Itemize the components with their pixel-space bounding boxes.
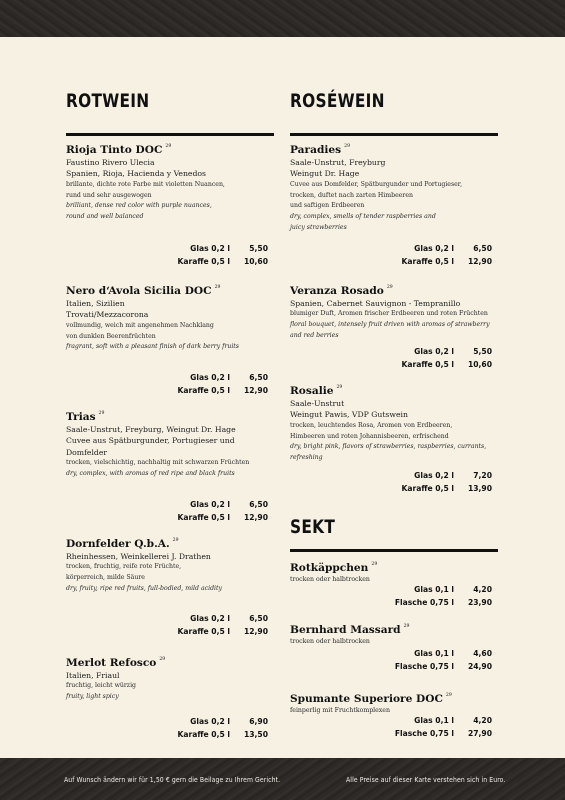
wine-description: brillante, dichte rote Farbe mit violetten Nuancen, [66,180,225,188]
wine-detail: Cuvee aus Spätburgunder, Portugieser und [66,436,235,446]
wine-name: Rotkäppchen $^{29}$ [290,562,378,574]
price-list [332,648,492,673]
wine-description-en: refreshing [290,454,323,462]
price-row: Glas 0,2 l 5,50 [190,244,268,253]
sekt-item-bernhard-massard [290,620,498,648]
wine-description-en: floral bouquet, intensely fruit driven with aromas of strawberry [290,321,490,329]
sekt-item-spumante [290,689,498,717]
price-list [108,243,268,268]
price-list [332,346,492,371]
wine-detail: Faustino Rivero Ulecia [66,158,155,167]
wine-description: blumiger Duft, Aromen frischer Erdbeeren und roten Früchten [290,310,488,318]
price-row: Karaffe 0,5 l 12,90 [177,512,268,522]
price-row: Glas 0,2 l 7,20 [414,471,492,480]
wine-detail: Italien, Sizilien [66,299,125,308]
price-row: Glas 0,1 l 4,60 [414,649,492,658]
wine-detail: Rheinhessen, Weinkellerei J. Drathen [66,552,211,561]
wine-description-en: dry, fruity, ripe red fruits, full-bodied, mild acidity [66,585,223,592]
wine-item-rosalie [290,381,498,464]
wine-name: Rosalie $^{29}$ [290,385,343,397]
price-row: Glas 0,2 l 6,50 [190,614,268,623]
price-list [332,584,492,609]
wine-description: körperreich, milde Säure [66,574,145,582]
wine-detail: Trovati/Mezzacorona [66,310,149,320]
wine-description-en: fragrant, soft with a pleasant finish of dark berry fruits [66,343,239,351]
section-title-rotwein: ROTWEIN [66,90,150,112]
price-row: Glas 0,1 l 4,20 [414,585,492,594]
wine-description: feinperlig mit Fruchtkomplexen [290,707,390,714]
wine-item-nero-davola [66,281,274,353]
price-row: Karaffe 0,5 l 12,90 [177,626,268,636]
wine-description-en: and red berries [290,332,339,339]
wine-item-paradies [290,140,498,234]
price-list [332,470,492,495]
price-row: Glas 0,2 l 6,90 [190,717,268,726]
wine-detail: Saale-Unstrut, Freyburg, Weingut Dr. Hage [66,425,236,434]
wine-name: Nero d‘Avola Sicilia DOC $^{29}$ [66,285,221,297]
wine-item-trias [66,407,274,480]
price-row: Karaffe 0,5 l 13,50 [177,729,268,739]
wine-description: und saftigen Erdbeeren [290,202,365,210]
section-rule [290,549,498,552]
wine-description: trocken, duftet nach zarten Himbeeren [290,191,414,199]
wine-description-en: round and well balanced [66,213,144,221]
price-row: Karaffe 0,5 l 12,90 [401,256,492,266]
price-row: Glas 0,2 l 6,50 [190,500,268,509]
wine-detail: Weingut Pawis, VDP Gutswein [290,410,408,420]
wine-name: Dornfelder Q.b.A. $^{29}$ [66,538,179,550]
wine-detail: Spanien, Cabernet Sauvignon - Tempranillo [290,299,461,308]
wine-name: Rioja Tinto DOC $^{29}$ [66,144,172,156]
wine-description: trocken oder halbtrocken [290,638,370,645]
wine-name: Merlot Refosco $^{29}$ [66,657,166,669]
wine-item-merlot-refosco [66,653,274,703]
price-list [332,243,492,268]
wine-description: trocken oder halbtrocken [290,576,370,583]
wine-description-en: fruity, light spicy [66,693,119,701]
section-rule [290,133,498,136]
wine-detail: Saale-Unstrut [290,399,345,408]
wine-description: rund und sehr ausgewogen [66,191,152,199]
price-row: Glas 0,2 l 5,50 [414,347,492,356]
wine-description: von dunklen Beerenfrüchten [66,332,156,340]
wine-detail: Italien, Friaul [66,671,120,680]
price-list [332,715,492,740]
price-row: Glas 0,2 l 6,50 [414,244,492,253]
wine-name: Bernhard Massard $^{29}$ [290,624,410,636]
wine-item-rioja [66,140,274,223]
wine-description: trocken, fruchtig, reife rote Früchte, [66,563,182,571]
wine-description-en: dry, complex, smells of tender raspberries and [290,213,436,221]
price-row: Flasche 0,75 l 23,90 [394,597,492,607]
wine-description: trocken, vielschichtig, nachhaltig mit schwarzen Früchten [66,459,250,467]
wine-description: vollmundig, weich mit angenehmen Nachklang [66,321,214,329]
wine-item-dornfelder [66,534,274,595]
footer-note-side-dish: Auf Wunsch ändern wir für 1,50 € gern die Beilage zu Ihrem Gericht. [64,776,281,784]
wine-detail: Spanien, Rioja, Hacienda y Venedos [66,169,206,179]
section-title-sekt: SEKT [290,516,336,538]
footer-note-prices: Alle Preise auf dieser Karte verstehen sich in Euro. [346,776,506,784]
wine-name: Spumante Superiore DOC $^{29}$ [290,693,452,705]
price-row: Glas 0,2 l 6,50 [190,373,268,382]
wine-detail: Domfelder [66,447,108,457]
price-row: Glas 0,1 l 4,20 [414,716,492,725]
wine-detail: Saale-Unstrut, Freyburg [290,158,386,167]
wine-name: Paradies $^{29}$ [290,144,350,156]
wine-description-en: dry, bright pink, flavors of strawberries, raspberries, currants, [290,443,487,451]
section-title-rosewein: ROSÉWEIN [290,90,385,112]
wine-name: Trias $^{29}$ [66,411,105,423]
price-row: Flasche 0,75 l 27,90 [394,728,492,738]
price-row: Karaffe 0,5 l 10,60 [177,256,268,266]
wine-description-en: brilliant, dense red color with purple nuances, [66,202,212,210]
wine-description: Cuvee aus Domfelder, Spätburgunder und Portugieser, [290,180,463,188]
price-row: Karaffe 0,5 l 13,90 [401,483,492,493]
wine-description-en: dry, complex, with aromas of red ripe and black fruits [66,470,235,478]
price-row: Flasche 0,75 l 24,90 [394,661,492,671]
wine-description-en: juicy strawberries [290,224,347,231]
price-row: Karaffe 0,5 l 10,60 [401,359,492,369]
price-row: Karaffe 0,5 l 12,90 [177,385,268,395]
price-list [108,613,268,638]
section-rule [66,133,274,136]
top-texture-band [0,0,565,37]
wine-description: fruchtig, leicht würzig [66,682,137,690]
wine-name: Veranza Rosado $^{29}$ [290,285,393,297]
wine-item-veranza-rosado [290,281,498,342]
wine-description: trocken, leuchtendes Rosa, Aromen von Erdbeeren, [290,421,453,429]
sekt-item-rotkaeppchen [290,558,498,586]
price-list [108,716,268,741]
price-list [108,499,268,524]
price-list [108,372,268,397]
wine-description: Himbeeren und roten Johannisbeeren, erfrischend [290,432,449,440]
wine-detail: Weingut Dr. Hage [290,169,360,179]
